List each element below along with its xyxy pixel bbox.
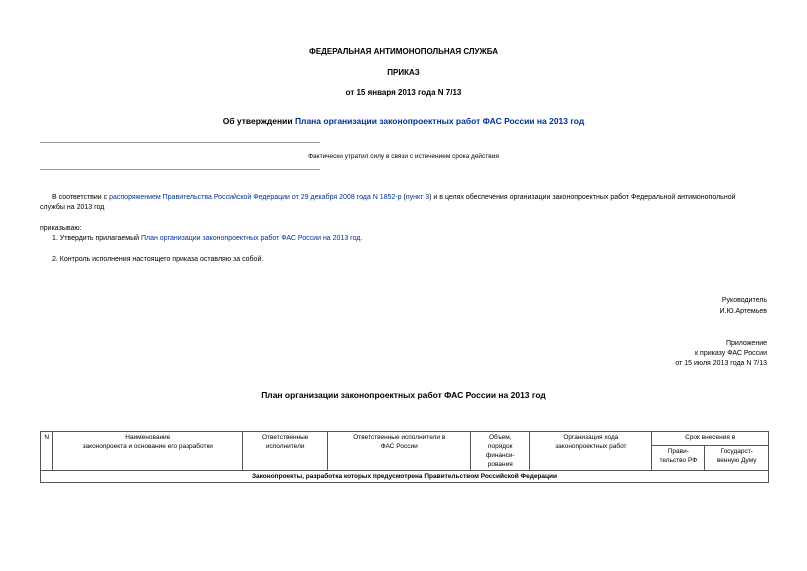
title-prefix: Об утверждении	[222, 116, 295, 126]
p1-text: В соответствии с	[52, 194, 110, 201]
col-vol-line1: Объем,	[489, 434, 512, 441]
col-resp-header	[243, 432, 328, 471]
order-item-2: 2. Контроль исполнения настоящего приказа оставляю за собой.	[52, 256, 264, 263]
divider-bottom	[40, 169, 320, 170]
p1-mid: (	[401, 194, 406, 201]
col-gov-header	[652, 446, 705, 471]
col-duma-line1: Государст-	[720, 448, 753, 456]
col-name-line1: Наименование	[125, 434, 171, 441]
status-text: Фактически утратил силу в связи с истечением срока действия	[308, 153, 499, 160]
p1-rest: ) и в целях обеспечения организации законопроектных работ Федеральной антимонопольной	[429, 194, 736, 201]
p1-link-point[interactable]: пункт 3	[405, 194, 430, 201]
col-term-header: Срок внесения в	[652, 432, 769, 446]
signature-position: Руководитель	[721, 297, 767, 304]
col-exec-header	[328, 432, 471, 471]
col-gov-line2: тельство РФ	[659, 457, 698, 465]
col-n-header: N	[41, 432, 53, 471]
table-section-row	[41, 471, 769, 483]
col-vol-line4: рования	[487, 461, 513, 468]
item1-link[interactable]: План организации законопроектных работ ФАС России на 2013 год	[140, 235, 361, 242]
paragraph-basis	[40, 193, 775, 203]
col-duma-header	[705, 446, 769, 471]
col-resp-line2: исполнители	[265, 443, 305, 450]
item1-prefix: 1. Утвердить прилагаемый	[52, 235, 141, 242]
col-name-header	[53, 432, 243, 471]
order-word: приказываю:	[40, 225, 82, 232]
order-item-1	[52, 234, 362, 244]
col-vol-line2: порядок	[488, 443, 513, 450]
plan-title: План организации законопроектных работ ФАС России на 2013 год	[261, 390, 546, 400]
doc-type: ПРИКАЗ	[387, 68, 420, 77]
title-link[interactable]: Плана организации законопроектных работ ФАС России на 2013 год	[294, 116, 585, 126]
doc-date-number: от 15 января 2013 года N 7/13	[345, 88, 462, 97]
section-row-label: Законопроекты, разработка которых предусмотрена Правительством Российской Федерации	[41, 471, 769, 483]
col-org-line1: Организация хода	[563, 434, 619, 441]
doc-title	[0, 116, 807, 126]
divider-top	[40, 142, 320, 143]
col-exec-line1: Ответственные исполнители в	[353, 434, 446, 441]
col-vol-header	[471, 432, 530, 471]
appendix-line3: от 15 июля 2013 года N 7/13	[675, 360, 767, 367]
col-vol-line3: финанси-	[485, 452, 515, 459]
p1-line2: службы на 2013 год	[40, 204, 105, 211]
plan-table	[40, 431, 769, 483]
item1-suffix: .	[360, 235, 363, 242]
col-gov-line1: Прави-	[667, 448, 689, 456]
col-exec-line2: ФАС России	[380, 443, 418, 450]
col-duma-line2: венную Думу	[716, 457, 757, 465]
col-org-line2: законопроектных работ	[555, 443, 627, 450]
col-resp-line1: Ответственные	[262, 434, 309, 441]
p1-link-decree[interactable]: распоряжением Правительства Российской Федерации от 29 декабря 2008 года N 1852-р	[109, 194, 402, 201]
col-name-line2: законопроекта и основание его разработки	[82, 443, 213, 450]
appendix-line2: к приказу ФАС России	[695, 350, 767, 357]
signature-name: И.Ю.Артемьев	[719, 308, 767, 315]
agency-name: ФЕДЕРАЛЬНАЯ АНТИМОНОПОЛЬНАЯ СЛУЖБА	[309, 47, 498, 56]
appendix-line1: Приложение	[725, 340, 767, 347]
col-org-header	[530, 432, 652, 471]
table-header-row	[41, 432, 769, 446]
